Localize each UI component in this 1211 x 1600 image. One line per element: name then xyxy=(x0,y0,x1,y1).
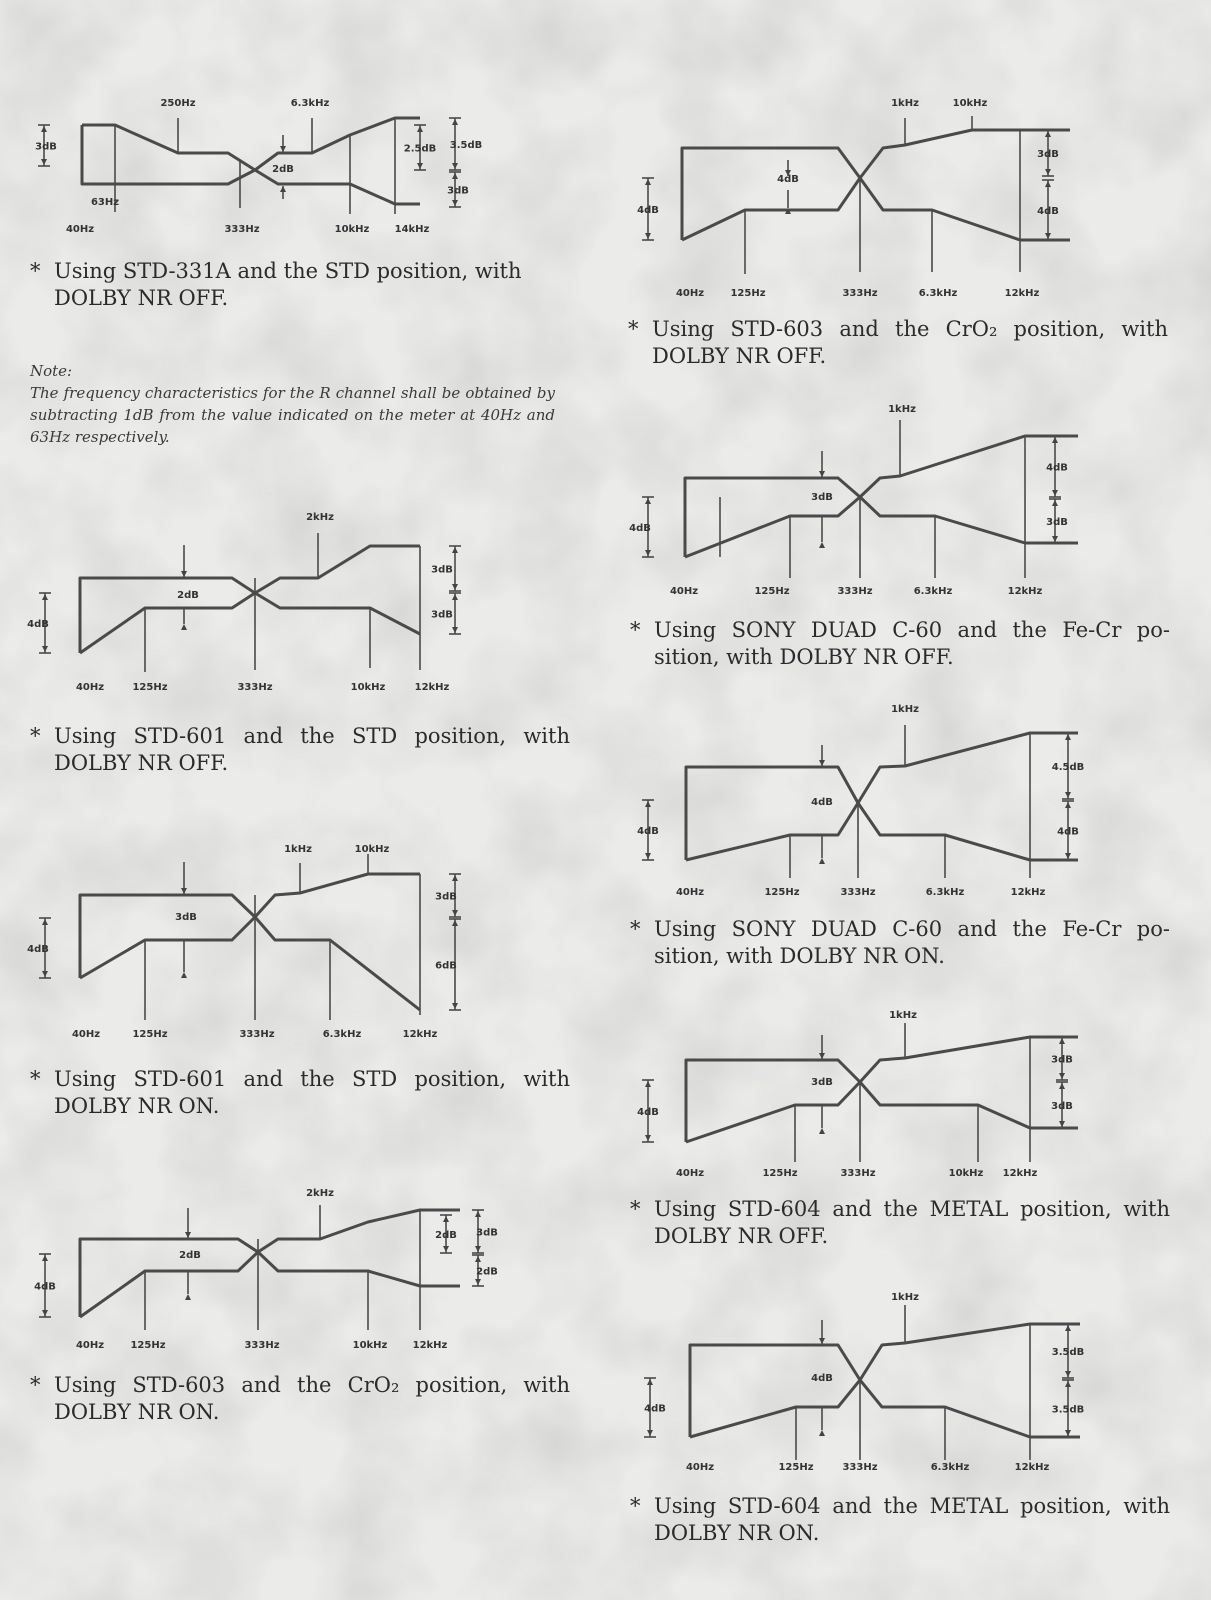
frequency-label: 125Hz xyxy=(754,586,790,597)
frequency-label: 1kHz xyxy=(891,98,919,109)
frequency-label: 12kHz xyxy=(412,1340,448,1351)
db-label: 2dB xyxy=(272,164,294,175)
arrow-up-icon xyxy=(417,126,423,132)
db-label: 3dB xyxy=(1051,1101,1073,1112)
db-label: 3dB xyxy=(811,492,833,503)
caption-duad-fecr-off: * Using SONY DUAD C-60 and the Fe-Cr po- sition, with DOLBY NR OFF. xyxy=(630,618,1170,669)
frequency-label: 333Hz xyxy=(837,586,873,597)
frequency-label: 6.3kHz xyxy=(913,586,953,597)
db-label: 2dB xyxy=(435,1230,457,1241)
arrow-up-icon xyxy=(42,594,48,600)
lower-limit-line xyxy=(80,917,420,1010)
arrow-up-icon xyxy=(185,1294,191,1300)
db-label: 4.5dB xyxy=(1051,762,1085,773)
frequency-label: 40Hz xyxy=(71,1029,101,1040)
db-label: 3dB xyxy=(175,912,197,923)
db-label: 3dB xyxy=(431,564,453,576)
arrow-up-icon xyxy=(452,920,458,926)
frequency-label: 333Hz xyxy=(224,224,260,235)
frequency-label: 40Hz xyxy=(65,224,95,235)
arrow-down-icon xyxy=(41,159,47,165)
arrow-up-icon xyxy=(819,542,825,548)
arrow-down-icon xyxy=(1065,1371,1071,1377)
frequency-label: 6.3kHz xyxy=(930,1462,970,1473)
db-label: 2dB xyxy=(177,590,199,601)
caption-std601-std-on: * Using STD-601 and the STD position, with DOLBY NR ON. xyxy=(30,1067,570,1118)
arrow-down-icon xyxy=(1065,792,1071,798)
caption-std604-metal-off: * Using STD-604 and the METAL position, with DOLBY NR OFF. xyxy=(630,1197,1170,1248)
note-block xyxy=(30,360,555,448)
caption-duad-fecr-on: * Using SONY DUAD C-60 and the Fe-Cr po- sition, with DOLBY NR ON. xyxy=(630,917,1170,968)
arrow-down-icon xyxy=(185,1232,191,1238)
arrow-down-icon xyxy=(181,888,187,894)
frequency-label: 125Hz xyxy=(132,682,168,693)
frequency-label: 333Hz xyxy=(840,887,876,898)
arrow-up-icon xyxy=(41,126,47,132)
frequency-label: 1kHz xyxy=(284,844,312,855)
arrow-down-icon xyxy=(819,471,825,477)
db-label: 2.5dB xyxy=(403,143,437,155)
frequency-label: 40Hz xyxy=(685,1462,715,1473)
arrow-up-icon xyxy=(1052,500,1058,506)
caption-std604-metal-on: * Using STD-604 and the METAL position, with DOLBY NR ON. xyxy=(630,1494,1170,1545)
db-label: 3dB xyxy=(1051,1054,1073,1066)
db-label: 3dB xyxy=(1037,149,1059,160)
db-label: 4dB xyxy=(629,523,651,534)
frequency-label: 12kHz xyxy=(1007,586,1043,597)
frequency-label: 10kHz xyxy=(354,844,390,855)
arrow-up-icon xyxy=(645,1081,651,1087)
db-label: 2dB xyxy=(179,1250,201,1261)
upper-limit-line xyxy=(82,118,420,170)
db-label: 4dB xyxy=(637,1107,659,1118)
frequency-label: 1kHz xyxy=(889,1010,917,1021)
frequency-label: 125Hz xyxy=(764,887,800,898)
arrow-up-icon xyxy=(1065,734,1071,740)
frequency-label: 40Hz xyxy=(675,887,705,898)
frequency-label: 6.3kHz xyxy=(322,1029,362,1040)
lower-limit-line xyxy=(685,497,1078,557)
frequency-label: 10kHz xyxy=(352,1340,388,1351)
arrow-down-icon xyxy=(475,1246,481,1252)
arrow-down-icon xyxy=(42,971,48,977)
db-label: 4dB xyxy=(1057,826,1079,838)
upper-limit-line xyxy=(686,733,1078,860)
arrow-up-icon xyxy=(1065,802,1071,808)
arrow-down-icon xyxy=(1065,1430,1071,1436)
db-label: 3dB xyxy=(1046,517,1068,528)
frequency-label: 333Hz xyxy=(842,1462,878,1473)
frequency-label: 333Hz xyxy=(842,288,878,299)
frequency-label: 6.3kHz xyxy=(925,887,965,898)
arrow-down-icon xyxy=(181,571,187,577)
arrow-down-icon xyxy=(475,1279,481,1285)
arrow-up-icon xyxy=(645,498,651,504)
upper-limit-line xyxy=(80,874,420,978)
frequency-label: 10kHz xyxy=(952,98,988,109)
db-label: 4dB xyxy=(777,174,799,185)
arrow-down-icon xyxy=(819,1053,825,1059)
frequency-label: 40Hz xyxy=(75,1340,105,1351)
frequency-label: 1kHz xyxy=(891,1292,919,1303)
arrow-down-icon xyxy=(1059,1073,1065,1079)
arrow-down-icon xyxy=(42,646,48,652)
arrow-down-icon xyxy=(645,853,651,859)
arrow-down-icon xyxy=(1065,853,1071,859)
frequency-label: 63Hz xyxy=(90,197,120,208)
arrow-down-icon xyxy=(1045,233,1051,239)
db-label: 3dB xyxy=(35,141,57,153)
arrow-down-icon xyxy=(452,910,458,916)
arrow-up-icon xyxy=(452,547,458,553)
arrow-down-icon xyxy=(42,1310,48,1316)
arrow-up-icon xyxy=(181,624,187,630)
db-label: 3.5dB xyxy=(1051,1347,1085,1358)
frequency-label: 2kHz xyxy=(306,1188,334,1199)
frequency-label: 6.3kHz xyxy=(290,98,330,109)
frequency-label: 125Hz xyxy=(132,1029,168,1040)
frequency-label: 12kHz xyxy=(1010,887,1046,898)
lower-limit-line xyxy=(682,178,1070,240)
db-label: 4dB xyxy=(1037,206,1059,217)
arrow-down-icon xyxy=(280,146,286,152)
db-label: 3dB xyxy=(811,1077,833,1088)
upper-limit-line xyxy=(80,546,420,653)
arrow-up-icon xyxy=(819,1430,825,1436)
upper-limit-line xyxy=(685,436,1078,557)
caption-std331a-std-off: * Using STD-331A and the STD position, with DOLBY NR OFF. xyxy=(30,259,522,310)
note-heading: Note: xyxy=(30,362,73,380)
arrow-down-icon xyxy=(1059,1121,1065,1127)
arrow-down-icon xyxy=(452,163,458,169)
frequency-label: 12kHz xyxy=(402,1029,438,1040)
db-label: 2dB xyxy=(476,1266,498,1278)
db-label: 3dB xyxy=(435,891,457,903)
frequency-label: 333Hz xyxy=(244,1340,280,1351)
frequency-label: 250Hz xyxy=(160,98,196,109)
arrow-up-icon xyxy=(819,858,825,864)
db-label: 4dB xyxy=(637,826,659,837)
arrow-up-icon xyxy=(475,1211,481,1217)
arrow-down-icon xyxy=(417,163,423,169)
db-label: 4dB xyxy=(27,944,49,955)
arrow-up-icon xyxy=(1052,437,1058,443)
frequency-label: 10kHz xyxy=(350,682,386,693)
arrow-up-icon xyxy=(645,179,651,185)
arrow-down-icon xyxy=(452,627,458,633)
arrow-up-icon xyxy=(1059,1083,1065,1089)
frequency-label: 6.3kHz xyxy=(918,288,958,299)
frequency-label: 125Hz xyxy=(730,288,766,299)
caption-std603-cro2-off: * Using STD-603 and the CrO₂ position, with DOLBY NR OFF. xyxy=(628,317,1168,368)
arrow-up-icon xyxy=(42,1255,48,1261)
frequency-label: 40Hz xyxy=(675,1168,705,1179)
frequency-label: 333Hz xyxy=(237,682,273,693)
arrow-down-icon xyxy=(452,584,458,590)
arrow-up-icon xyxy=(819,1128,825,1134)
frequency-label: 40Hz xyxy=(669,586,699,597)
upper-limit-line xyxy=(682,130,1070,240)
lower-limit-line xyxy=(686,1082,1078,1142)
arrow-up-icon xyxy=(452,875,458,881)
arrow-down-icon xyxy=(452,200,458,206)
frequency-label: 10kHz xyxy=(334,224,370,235)
frequency-label: 40Hz xyxy=(675,288,705,299)
lower-limit-line xyxy=(80,1252,460,1317)
lower-limit-line xyxy=(686,803,1078,860)
arrow-up-icon xyxy=(475,1256,481,1262)
db-label: 3dB xyxy=(431,609,453,621)
db-label: 6dB xyxy=(435,960,457,972)
frequency-label: 333Hz xyxy=(840,1168,876,1179)
db-label: 3.5dB xyxy=(449,140,483,151)
frequency-label: 2kHz xyxy=(306,512,334,523)
arrow-down-icon xyxy=(645,1135,651,1141)
db-label: 3dB xyxy=(447,185,469,197)
frequency-label: 333Hz xyxy=(239,1029,275,1040)
arrow-up-icon xyxy=(1065,1381,1071,1387)
arrow-up-icon xyxy=(1045,181,1051,187)
arrow-up-icon xyxy=(181,972,187,978)
frequency-label: 12kHz xyxy=(1014,1462,1050,1473)
arrow-up-icon xyxy=(443,1216,449,1222)
caption-std603-cro2-on: * Using STD-603 and the CrO₂ position, with DOLBY NR ON. xyxy=(30,1373,570,1424)
arrow-down-icon xyxy=(452,1003,458,1009)
arrow-up-icon xyxy=(1065,1325,1071,1331)
arrow-up-icon xyxy=(1059,1038,1065,1044)
upper-limit-line xyxy=(686,1037,1078,1142)
db-label: 3dB xyxy=(476,1227,498,1239)
frequency-label: 125Hz xyxy=(762,1168,798,1179)
arrow-up-icon xyxy=(452,173,458,179)
db-label: 3.5dB xyxy=(1051,1404,1085,1416)
arrow-down-icon xyxy=(647,1430,653,1436)
arrow-down-icon xyxy=(645,233,651,239)
arrow-up-icon xyxy=(452,594,458,600)
db-label: 4dB xyxy=(1046,462,1068,474)
arrow-down-icon xyxy=(1052,490,1058,496)
db-label: 4dB xyxy=(811,797,833,808)
caption-std601-std-off: * Using STD-601 and the STD position, with DOLBY NR OFF. xyxy=(30,724,570,775)
frequency-label: 125Hz xyxy=(130,1340,166,1351)
arrow-up-icon xyxy=(645,801,651,807)
frequency-label: 40Hz xyxy=(75,682,105,693)
frequency-label: 125Hz xyxy=(778,1462,814,1473)
lower-limit-line xyxy=(690,1380,1080,1437)
lower-limit-line xyxy=(80,593,420,653)
db-label: 4dB xyxy=(637,205,659,216)
note-body: The frequency characteristics for the R channel shall be obtained by subtracting 1dB from the value indicated on the meter at 40Hz and 63Hz respectively. xyxy=(30,384,555,446)
db-label: 4dB xyxy=(811,1373,833,1384)
frequency-label: 1kHz xyxy=(891,704,919,715)
frequency-label: 12kHz xyxy=(414,682,450,693)
frequency-label: 10kHz xyxy=(948,1168,984,1179)
lower-limit-line xyxy=(82,125,420,204)
arrow-up-icon xyxy=(42,919,48,925)
db-label: 4dB xyxy=(644,1403,666,1415)
arrow-down-icon xyxy=(645,550,651,556)
arrow-down-icon xyxy=(819,760,825,766)
db-label: 4dB xyxy=(34,1281,56,1293)
frequency-label: 14kHz xyxy=(394,224,430,235)
arrow-down-icon xyxy=(1052,536,1058,542)
arrow-up-icon xyxy=(647,1379,653,1385)
arrow-up-icon xyxy=(280,186,286,192)
db-label: 4dB xyxy=(27,619,49,630)
frequency-label: 12kHz xyxy=(1002,1168,1038,1179)
arrow-down-icon xyxy=(1045,169,1051,175)
arrow-up-icon xyxy=(1045,131,1051,137)
arrow-down-icon xyxy=(443,1246,449,1252)
frequency-label: 1kHz xyxy=(888,404,916,415)
frequency-label: 12kHz xyxy=(1004,288,1040,299)
arrow-down-icon xyxy=(819,1338,825,1344)
arrow-up-icon xyxy=(452,119,458,125)
